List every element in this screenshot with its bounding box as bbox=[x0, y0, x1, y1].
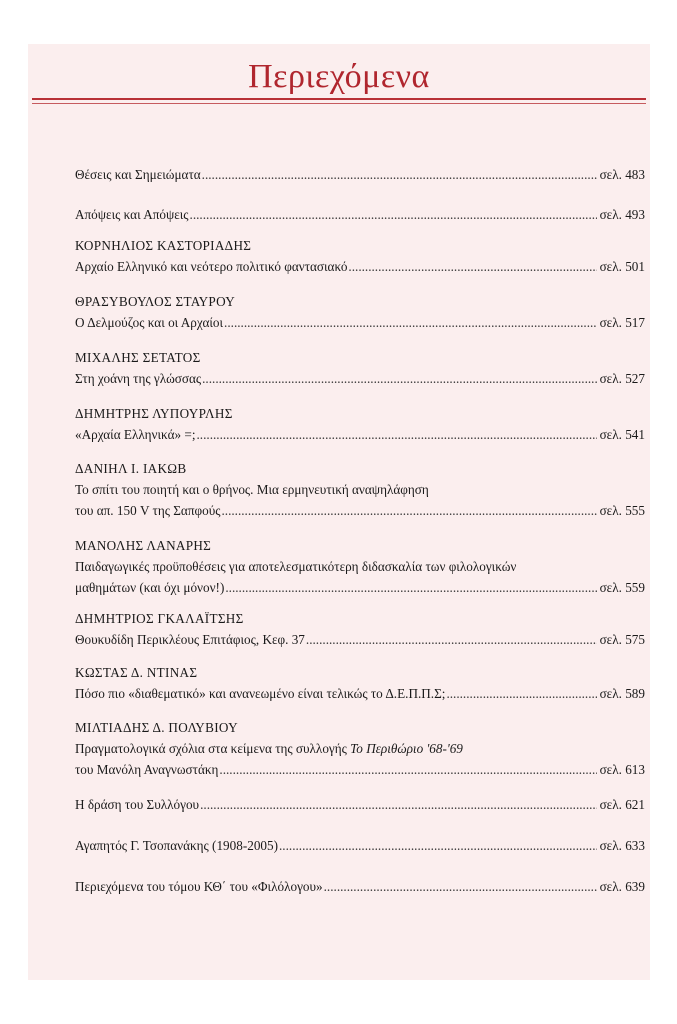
dot-leader bbox=[279, 835, 597, 856]
dot-leader bbox=[202, 368, 596, 389]
toc-entry bbox=[75, 292, 645, 333]
toc-title: Θέσεις και Σημειώματα bbox=[75, 167, 201, 182]
dot-leader bbox=[306, 629, 597, 650]
toc-title: Απόψεις και Απόψεις bbox=[75, 207, 189, 222]
page bbox=[28, 44, 650, 980]
page-title: Περιεχόμενα bbox=[248, 58, 430, 95]
toc-page: σελ. 493 bbox=[599, 207, 645, 222]
toc-page: σελ. 575 bbox=[599, 632, 645, 647]
toc-line[interactable] bbox=[75, 164, 645, 185]
toc-page: σελ. 541 bbox=[599, 427, 645, 442]
toc-line[interactable] bbox=[75, 759, 645, 780]
toc-line[interactable] bbox=[75, 424, 645, 445]
toc-author: ΘΡΑΣΥΒΟΥΛΟΣ ΣΤΑΥΡΟΥ bbox=[75, 294, 236, 309]
toc-entry bbox=[75, 876, 645, 897]
toc-title-line: Το σπίτι του ποιητή και ο θρήνος. Μια ερμηνευτική αναψηλάφηση bbox=[75, 482, 429, 497]
toc-page: σελ. 559 bbox=[599, 580, 645, 595]
toc-title: «Αρχαία Ελληνικά» =; bbox=[75, 427, 196, 442]
toc-entry bbox=[75, 348, 645, 389]
toc-line[interactable] bbox=[75, 629, 645, 650]
toc-title-line: Παιδαγωγικές προϋποθέσεις για αποτελεσματικότερη διδασκαλία των φιλολογικών bbox=[75, 559, 517, 574]
dot-leader bbox=[225, 577, 596, 598]
toc-title-italic: Το Περιθώριο '68-'69 bbox=[350, 741, 463, 756]
toc-title: Θουκυδίδη Περικλέους Επιτάφιος, Κεφ. 37 bbox=[75, 632, 305, 647]
toc-title-prefix: Πραγματολογικά σχόλια στα κείμενα της συλλογής bbox=[75, 741, 351, 756]
toc-page: σελ. 639 bbox=[599, 879, 645, 894]
toc-author: ΔΑΝΙΗΛ Ι. ΙΑΚΩΒ bbox=[75, 461, 187, 476]
toc-entry bbox=[75, 536, 645, 598]
title-rule-top bbox=[32, 98, 646, 100]
toc-page: σελ. 633 bbox=[599, 838, 645, 853]
toc-title: Περιεχόμενα του τόμου ΚΘ΄ του «Φιλόλογου» bbox=[75, 879, 323, 894]
toc-author: ΜΑΝΟΛΗΣ ΛΑΝΑΡΗΣ bbox=[75, 538, 212, 553]
toc-page: σελ. 555 bbox=[599, 503, 645, 518]
dot-leader bbox=[190, 204, 597, 225]
toc-author: ΔΗΜΗΤΡΙΟΣ ΓΚΑΛΑΪΤΣΗΣ bbox=[75, 611, 244, 626]
dot-leader bbox=[446, 683, 596, 704]
toc-author: ΔΗΜΗΤΡΗΣ ΛΥΠΟΥΡΛΗΣ bbox=[75, 406, 233, 421]
toc-entry bbox=[75, 459, 645, 521]
toc-line[interactable] bbox=[75, 312, 645, 333]
toc-page: σελ. 589 bbox=[599, 686, 645, 701]
toc-title-line bbox=[75, 738, 645, 759]
toc-page: σελ. 527 bbox=[599, 371, 645, 386]
dot-leader bbox=[224, 312, 597, 333]
dot-leader bbox=[197, 424, 597, 445]
toc-title: Αγαπητός Γ. Τσοπανάκης (1908-2005) bbox=[75, 838, 278, 853]
toc-entry bbox=[75, 609, 645, 650]
toc-line[interactable] bbox=[75, 256, 645, 277]
toc-title: Πόσο πιο «διαθεματικό» και ανανεωμένο είναι τελικώς το Δ.Ε.Π.Π.Σ; bbox=[75, 686, 446, 701]
toc-line[interactable] bbox=[75, 683, 645, 704]
toc-title: Η δράση του Συλλόγου bbox=[75, 797, 200, 812]
dot-leader bbox=[219, 759, 596, 780]
dot-leader bbox=[348, 256, 596, 277]
toc-title: Αρχαίο Ελληνικό και νεότερο πολιτικό φαντασιακό bbox=[75, 259, 348, 274]
toc-title: μαθημάτων (και όχι μόνον!) bbox=[75, 580, 225, 595]
toc-title: Ο Δελμούζος και οι Αρχαίοι bbox=[75, 315, 224, 330]
dot-leader bbox=[200, 794, 596, 815]
toc-entry bbox=[75, 204, 645, 225]
toc-title: του Μανόλη Αναγνωστάκη bbox=[75, 762, 219, 777]
toc-page: σελ. 501 bbox=[599, 259, 645, 274]
dot-leader bbox=[202, 164, 597, 185]
toc-title: του απ. 150 V της Σαπφούς bbox=[75, 503, 221, 518]
toc-line[interactable] bbox=[75, 204, 645, 225]
toc-title: Στη χοάνη της γλώσσας bbox=[75, 371, 202, 386]
toc-line[interactable] bbox=[75, 368, 645, 389]
toc-line[interactable] bbox=[75, 876, 645, 897]
toc-page: σελ. 621 bbox=[599, 797, 645, 812]
toc-author: ΚΩΣΤΑΣ Δ. ΝΤΙΝΑΣ bbox=[75, 665, 198, 680]
toc-entry bbox=[75, 794, 645, 815]
toc-page: σελ. 613 bbox=[599, 762, 645, 777]
toc-line[interactable] bbox=[75, 500, 645, 521]
toc-entry bbox=[75, 404, 645, 445]
toc-author: ΚΟΡΝΗΛΙΟΣ ΚΑΣΤΟΡΙΑΔΗΣ bbox=[75, 238, 252, 253]
toc-entry bbox=[75, 835, 645, 856]
dot-leader bbox=[324, 876, 597, 897]
dot-leader bbox=[221, 500, 596, 521]
title-rule-bottom bbox=[32, 103, 646, 104]
toc-line[interactable] bbox=[75, 835, 645, 856]
toc-author: ΜΙΛΤΙΑΔΗΣ Δ. ΠΟΛΥΒΙΟΥ bbox=[75, 720, 238, 735]
toc-entry bbox=[75, 663, 645, 704]
toc-line[interactable] bbox=[75, 577, 645, 598]
toc-page: σελ. 483 bbox=[599, 167, 645, 182]
toc-author: ΜΙΧΑΛΗΣ ΣΕΤΑΤΟΣ bbox=[75, 350, 201, 365]
toc-page: σελ. 517 bbox=[599, 315, 645, 330]
toc-entry bbox=[75, 718, 645, 780]
toc-line[interactable] bbox=[75, 794, 645, 815]
toc-entry bbox=[75, 164, 645, 185]
toc-entry bbox=[75, 236, 645, 277]
